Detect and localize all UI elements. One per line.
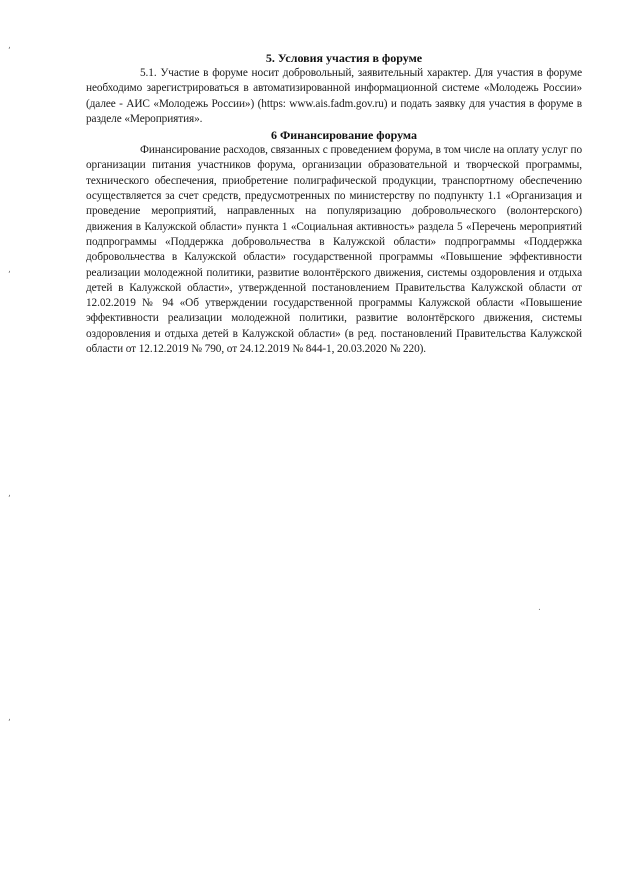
scan-mark: , [8,265,11,275]
paragraph-financing: Финансирование расходов, связанных с проведением форума, в том числе на оплату услуг по организации питания участников форума, организации образовательной и творческой программы, технического обеспечения, приобретение полиграфической продукции, транспортному обеспечению осуществляется за счет средств, предусмотренных по министерству по подпункту 1.1 «Организация и проведение мероприятий, направленных на популяризацию добровольческого (волонтерского) движения в Калужской области» пункта 1 «Социальная активность» раздела 5 «Перечень мероприятий подпрограммы «Поддержка добровольчества в Калужской области» подпрограммы «Поддержка добровольчества в Калужской области» государственной программы «Повышение эффективности реализации молодежной политики, развитие волонтёрского движения, системы оздоровления и отдыха детей в Калужской области», утвержденной постановлением Правительства Калужской области от 12.02.2019 № 94 «Об утверждении государственной программы Калужской области «Повышение эффективности реализации молодежной политики, развитие волонтёрского движения, системы оздоровления и отдыха детей в Калужской области» (в ред. постановлений Правительства Калужской области от 12.12.2019 № 790, от 24.12.2019 № 844-1, 20.03.2020 № 220). [86,144,582,356]
scan-mark: , [8,41,11,51]
scan-mark: , [8,489,11,499]
scan-mark: , [8,713,11,723]
document-content [86,50,582,357]
section-title-participation: 5. Условия участия в форуме [265,51,423,65]
scan-mark: . [538,603,541,613]
paragraph-participation: 5.1. Участие в форуме носит добровольный, заявительный характер. Для участия в форуме необходимо зарегистрироваться в автоматизированной информационной системе «Молодежь России» (далее - АИС «Молодежь России») (https: www.ais.fadm.gov.ru) и подать заявку для участия в форуме в разделе «Мероприятия». [86,67,582,125]
section-title-financing: 6 Финансирование форума [270,128,418,143]
